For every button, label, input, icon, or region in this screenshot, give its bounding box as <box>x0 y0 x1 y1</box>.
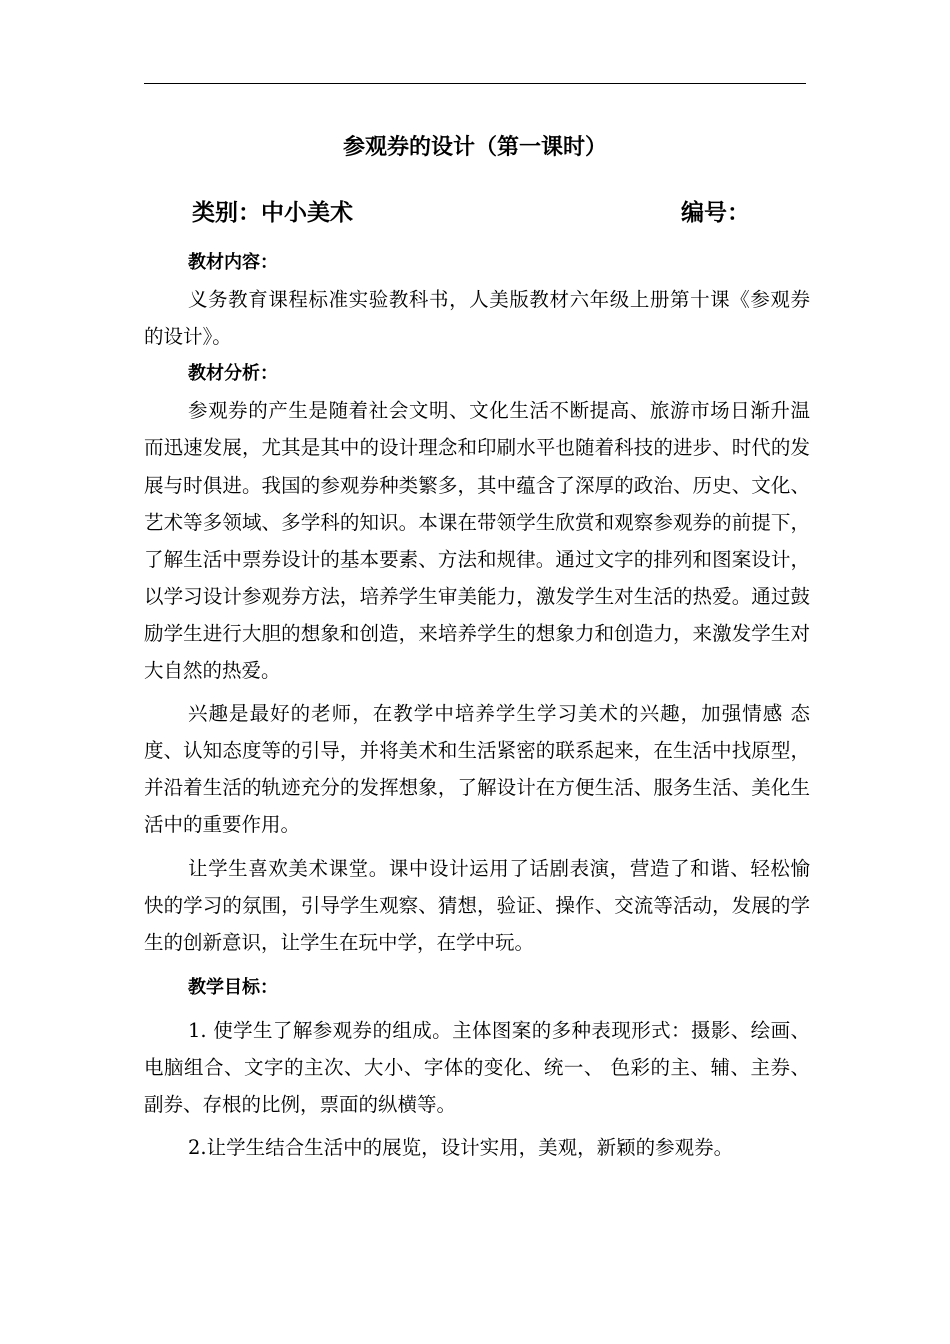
goal-item-2: 2.让学生结合生活中的展览，设计实用，美观，新颖的参观券。 <box>188 1136 734 1160</box>
content-paragraph: 义务教育课程标准实验教科书，人美版教材六年级上册第十课《参观券的设计》。 <box>144 288 810 349</box>
page-title: 参观券的设计（第一课时） <box>342 135 607 160</box>
analysis-paragraph-3: 让学生喜欢美术课堂。课中设计运用了话剧表演，营造了和谐、轻松愉快的学习的氛围，引导学生观察、猜想，验证、操作、交流等活动，发展的学生的创新意识，让学生在玩中学，在学中玩。 <box>144 856 810 954</box>
goal-item-1: 1. 使学生了解参观券的组成。主体图案的多种表现形式：摄影、绘画、电脑组合、文字的主次、大小、字体的变化、统一、 色彩的主、辅、主券、副券、存根的比例，票面的纵横等。 <box>144 1018 810 1117</box>
header-rule <box>144 83 806 84</box>
number-label: 编号： <box>681 200 750 226</box>
analysis-paragraph-2: 兴趣是最好的老师，在教学中培养学生学习美术的兴趣，加强情感 态度、认知态度等的引导，并将美术和生活紧密的联系起来，在生活中找原型，并沿着生活的轨迹充分的发挥想象，了解设计在方便生活、服务生活、美化生活中的重要作用。 <box>144 702 810 837</box>
category-label: 类别：中小美术 <box>192 200 353 226</box>
section-heading-goals: 教学目标： <box>188 976 278 998</box>
document-body <box>144 244 810 1166</box>
meta-row <box>0 193 950 233</box>
analysis-paragraph-1: 参观券的产生是随着社会文明、文化生活不断提高、旅游市场日渐升温而迅速发展，尤其是其中的设计理念和印刷水平也随着科技的进步、时代的发展与时俱进。我国的参观券种类繁多，其中蕴含了深厚的政治、历史、文化、艺术等多领域、多学科的知识。本课在带领学生欣赏和观察参观券的前提下，了解生活中票券设计的基本要素、方法和规律。通过文字的排列和图案设计，以学习设计参观券方法，培养学生审美能力，激发学生对生活的热爱。通过鼓励学生进行大胆的想象和创造，来培养学生的想象力和创造力，来激发学生对大自然的热爱。 <box>144 399 810 683</box>
section-heading-content: 教材内容： <box>188 252 278 273</box>
section-heading-analysis: 教材分析： <box>188 363 278 385</box>
